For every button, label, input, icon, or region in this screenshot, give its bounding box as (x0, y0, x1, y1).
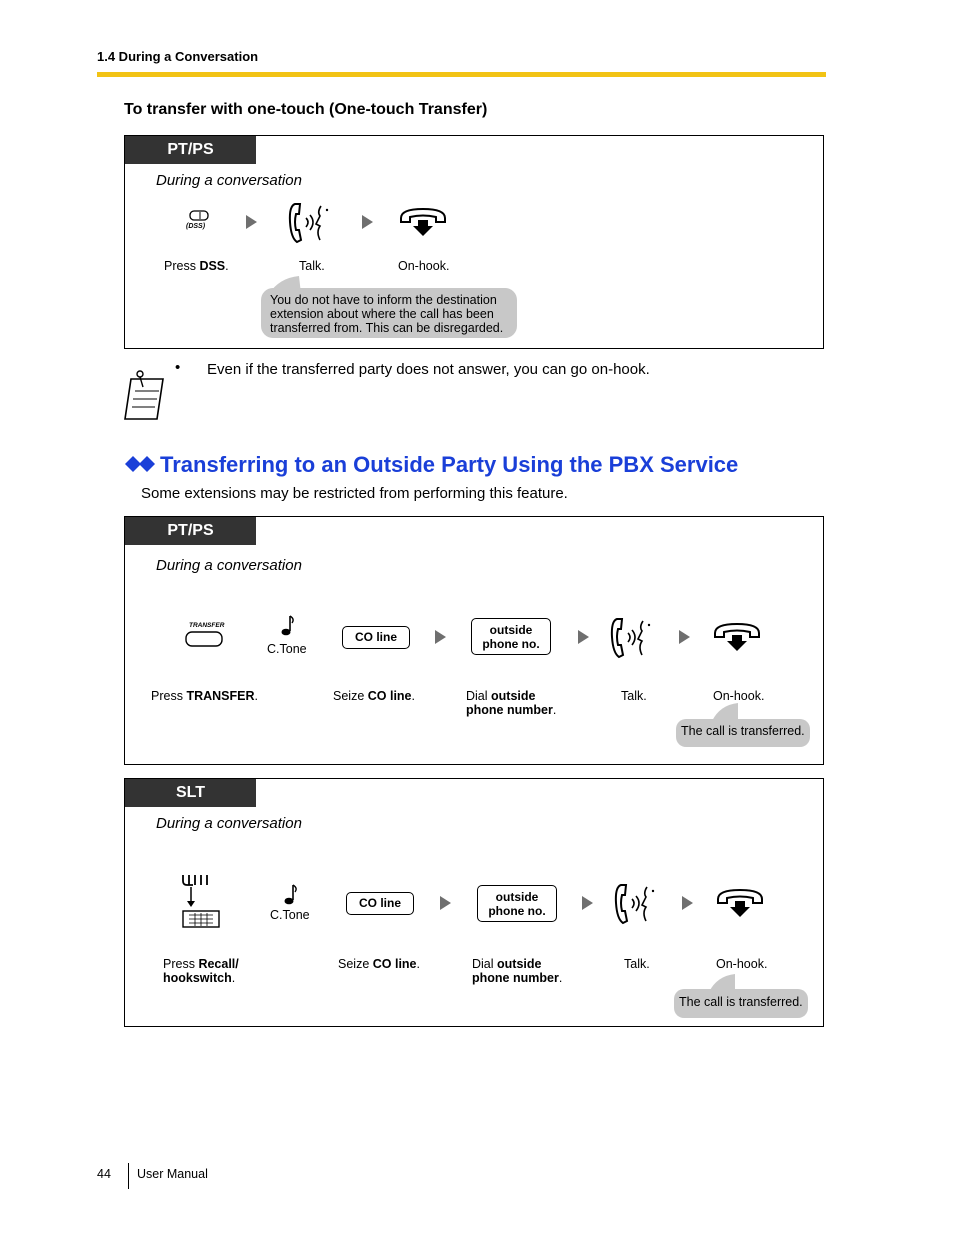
page-number: 44 (97, 1167, 111, 1181)
co-line-key: CO line (346, 892, 414, 915)
during-conversation-label: During a conversation (156, 557, 302, 574)
talk-icon (613, 881, 661, 927)
press-transfer-caption: Press TRANSFER. (151, 689, 258, 703)
call-transferred-bubble: The call is transferred. (676, 719, 810, 747)
onhook-caption: On-hook. (716, 957, 768, 971)
note-bullet: • (175, 359, 181, 376)
arrow-icon (246, 215, 257, 229)
onhook-caption: On-hook. (398, 259, 450, 273)
during-conversation-label: During a conversation (156, 172, 302, 189)
outside-phone-key: outside phone no. (471, 618, 551, 655)
co-line-key: CO line (342, 626, 410, 649)
seize-co-line-caption: Seize CO line. (333, 689, 415, 703)
dial-outside-caption: Dial outside phone number. (472, 957, 563, 985)
pbx-section-title: Transferring to an Outside Party Using the PBX Service (160, 452, 739, 477)
talk-caption: Talk. (621, 689, 647, 703)
talk-caption: Talk. (299, 259, 325, 273)
arrow-icon (440, 896, 451, 910)
diamond-bullet-icon (125, 456, 157, 472)
dial-outside-caption: Dial outside phone number. (466, 689, 557, 717)
on-hook-icon (712, 621, 762, 653)
on-hook-icon (398, 206, 448, 238)
tone-note-icon (283, 883, 299, 907)
call-transferred-bubble: The call is transferred. (674, 989, 808, 1018)
on-hook-icon (715, 887, 765, 919)
section-header: 1.4 During a Conversation (97, 49, 259, 64)
arrow-icon (362, 215, 373, 229)
slt-tag: SLT (125, 779, 256, 807)
recall-hookswitch-icon (179, 871, 223, 931)
press-dss-caption: Press DSS. (164, 259, 229, 273)
arrow-icon (679, 630, 690, 644)
ctone-label: C.Tone (270, 908, 310, 922)
arrow-icon (435, 630, 446, 644)
talk-icon (609, 615, 657, 661)
footer-divider (128, 1163, 129, 1189)
dss-label: (DSS) (186, 223, 206, 230)
ptps-tag: PT/PS (125, 136, 256, 164)
pbx-section-subtitle: Some extensions may be restricted from performing this feature. (141, 485, 568, 502)
disregard-note-bubble: You do not have to inform the destination extension about where the call has been transferred from. This can be disregarded. (261, 288, 517, 338)
arrow-icon (578, 630, 589, 644)
transfer-button-icon (184, 630, 226, 650)
one-touch-heading: To transfer with one-touch (One-touch Transfer) (124, 101, 488, 118)
during-conversation-label: During a conversation (156, 815, 302, 832)
outside-phone-key: outside phone no. (477, 885, 557, 922)
transfer-label: TRANSFER (189, 622, 225, 629)
footer-label: User Manual (137, 1167, 208, 1181)
onhook-caption: On-hook. (713, 689, 765, 703)
note-icon (119, 365, 169, 423)
ptps-transfer-box (124, 516, 824, 765)
tone-note-icon (280, 614, 296, 638)
ptps-tag: PT/PS (125, 517, 256, 545)
seize-co-line-caption: Seize CO line. (338, 957, 420, 971)
dss-button-icon (184, 209, 214, 235)
arrow-icon (682, 896, 693, 910)
talk-caption: Talk. (624, 957, 650, 971)
one-touch-box (124, 135, 824, 349)
header-divider (97, 72, 826, 77)
slt-transfer-box (124, 778, 824, 1027)
press-recall-caption: Press Recall/ hookswitch. (163, 957, 239, 985)
note-text: Even if the transferred party does not answer, you can go on-hook. (207, 361, 650, 378)
talk-icon (287, 200, 335, 246)
arrow-icon (582, 896, 593, 910)
ctone-label: C.Tone (267, 642, 307, 656)
